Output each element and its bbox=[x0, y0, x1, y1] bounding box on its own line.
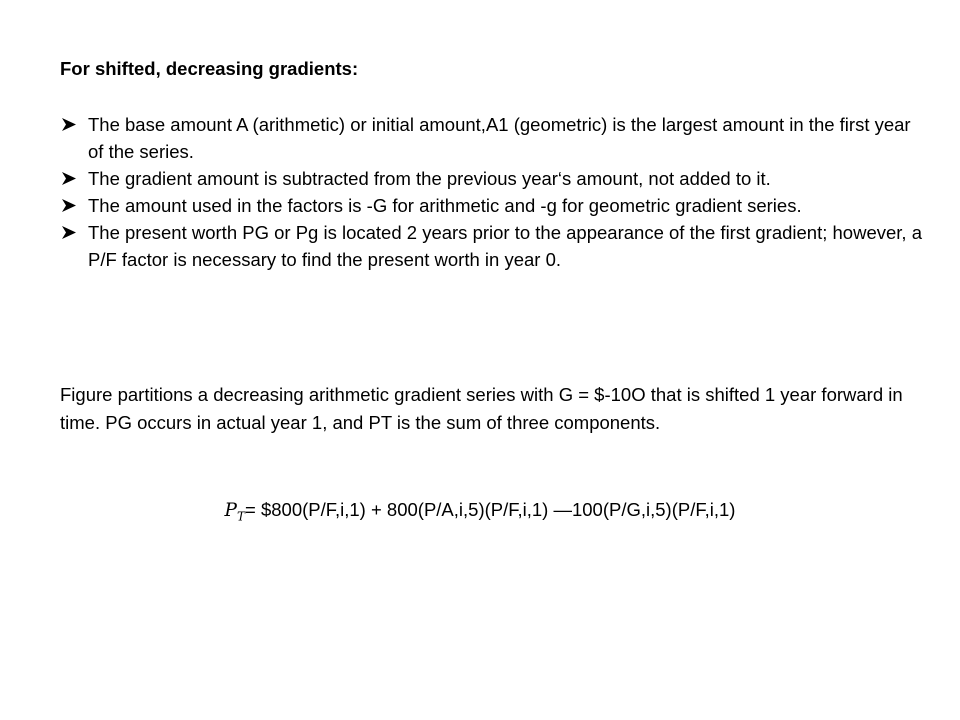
present-worth-formula bbox=[0, 496, 960, 531]
bullet-text: The gradient amount is subtracted from the previous year‘s amount, not added to it. bbox=[88, 168, 771, 189]
bullet-text: The amount used in the factors is -G for arithmetic and -g for geometric gradient series. bbox=[88, 195, 802, 216]
bullet-item bbox=[60, 219, 930, 273]
bullet-text: The base amount A (arithmetic) or initial amount,A1 (geometric) is the largest amount in the first year of the series. bbox=[88, 114, 911, 162]
bullet-item bbox=[60, 192, 930, 219]
bullet-text: The present worth PG or Pg is located 2 years prior to the appearance of the first gradient; however, a P/F factor is necessary to find the present worth in year 0. bbox=[88, 222, 922, 270]
formula-subscript: T bbox=[237, 509, 246, 524]
bullet-item bbox=[60, 111, 930, 165]
formula-expression: = $800(P/F,i,1) + 800(P/A,i,5)(P/F,i,1) —100(P/G,i,5)(P/F,i,1) bbox=[245, 499, 736, 520]
body-paragraph: Figure partitions a decreasing arithmetic gradient series with G = $-10O that is shifted 1 year forward in time. PG occurs in actual year 1, and PT is the sum of three components. bbox=[60, 384, 903, 433]
arrowhead-bullet-icon bbox=[60, 165, 80, 192]
bullet-item bbox=[60, 165, 930, 192]
arrowhead-bullet-icon bbox=[60, 219, 80, 246]
slide-heading: For shifted, decreasing gradients: bbox=[60, 58, 359, 79]
arrowhead-bullet-icon bbox=[60, 192, 80, 219]
arrowhead-bullet-icon bbox=[60, 111, 80, 138]
formula-symbol: $P_T$ bbox=[224, 500, 246, 524]
bullet-list bbox=[60, 111, 930, 273]
